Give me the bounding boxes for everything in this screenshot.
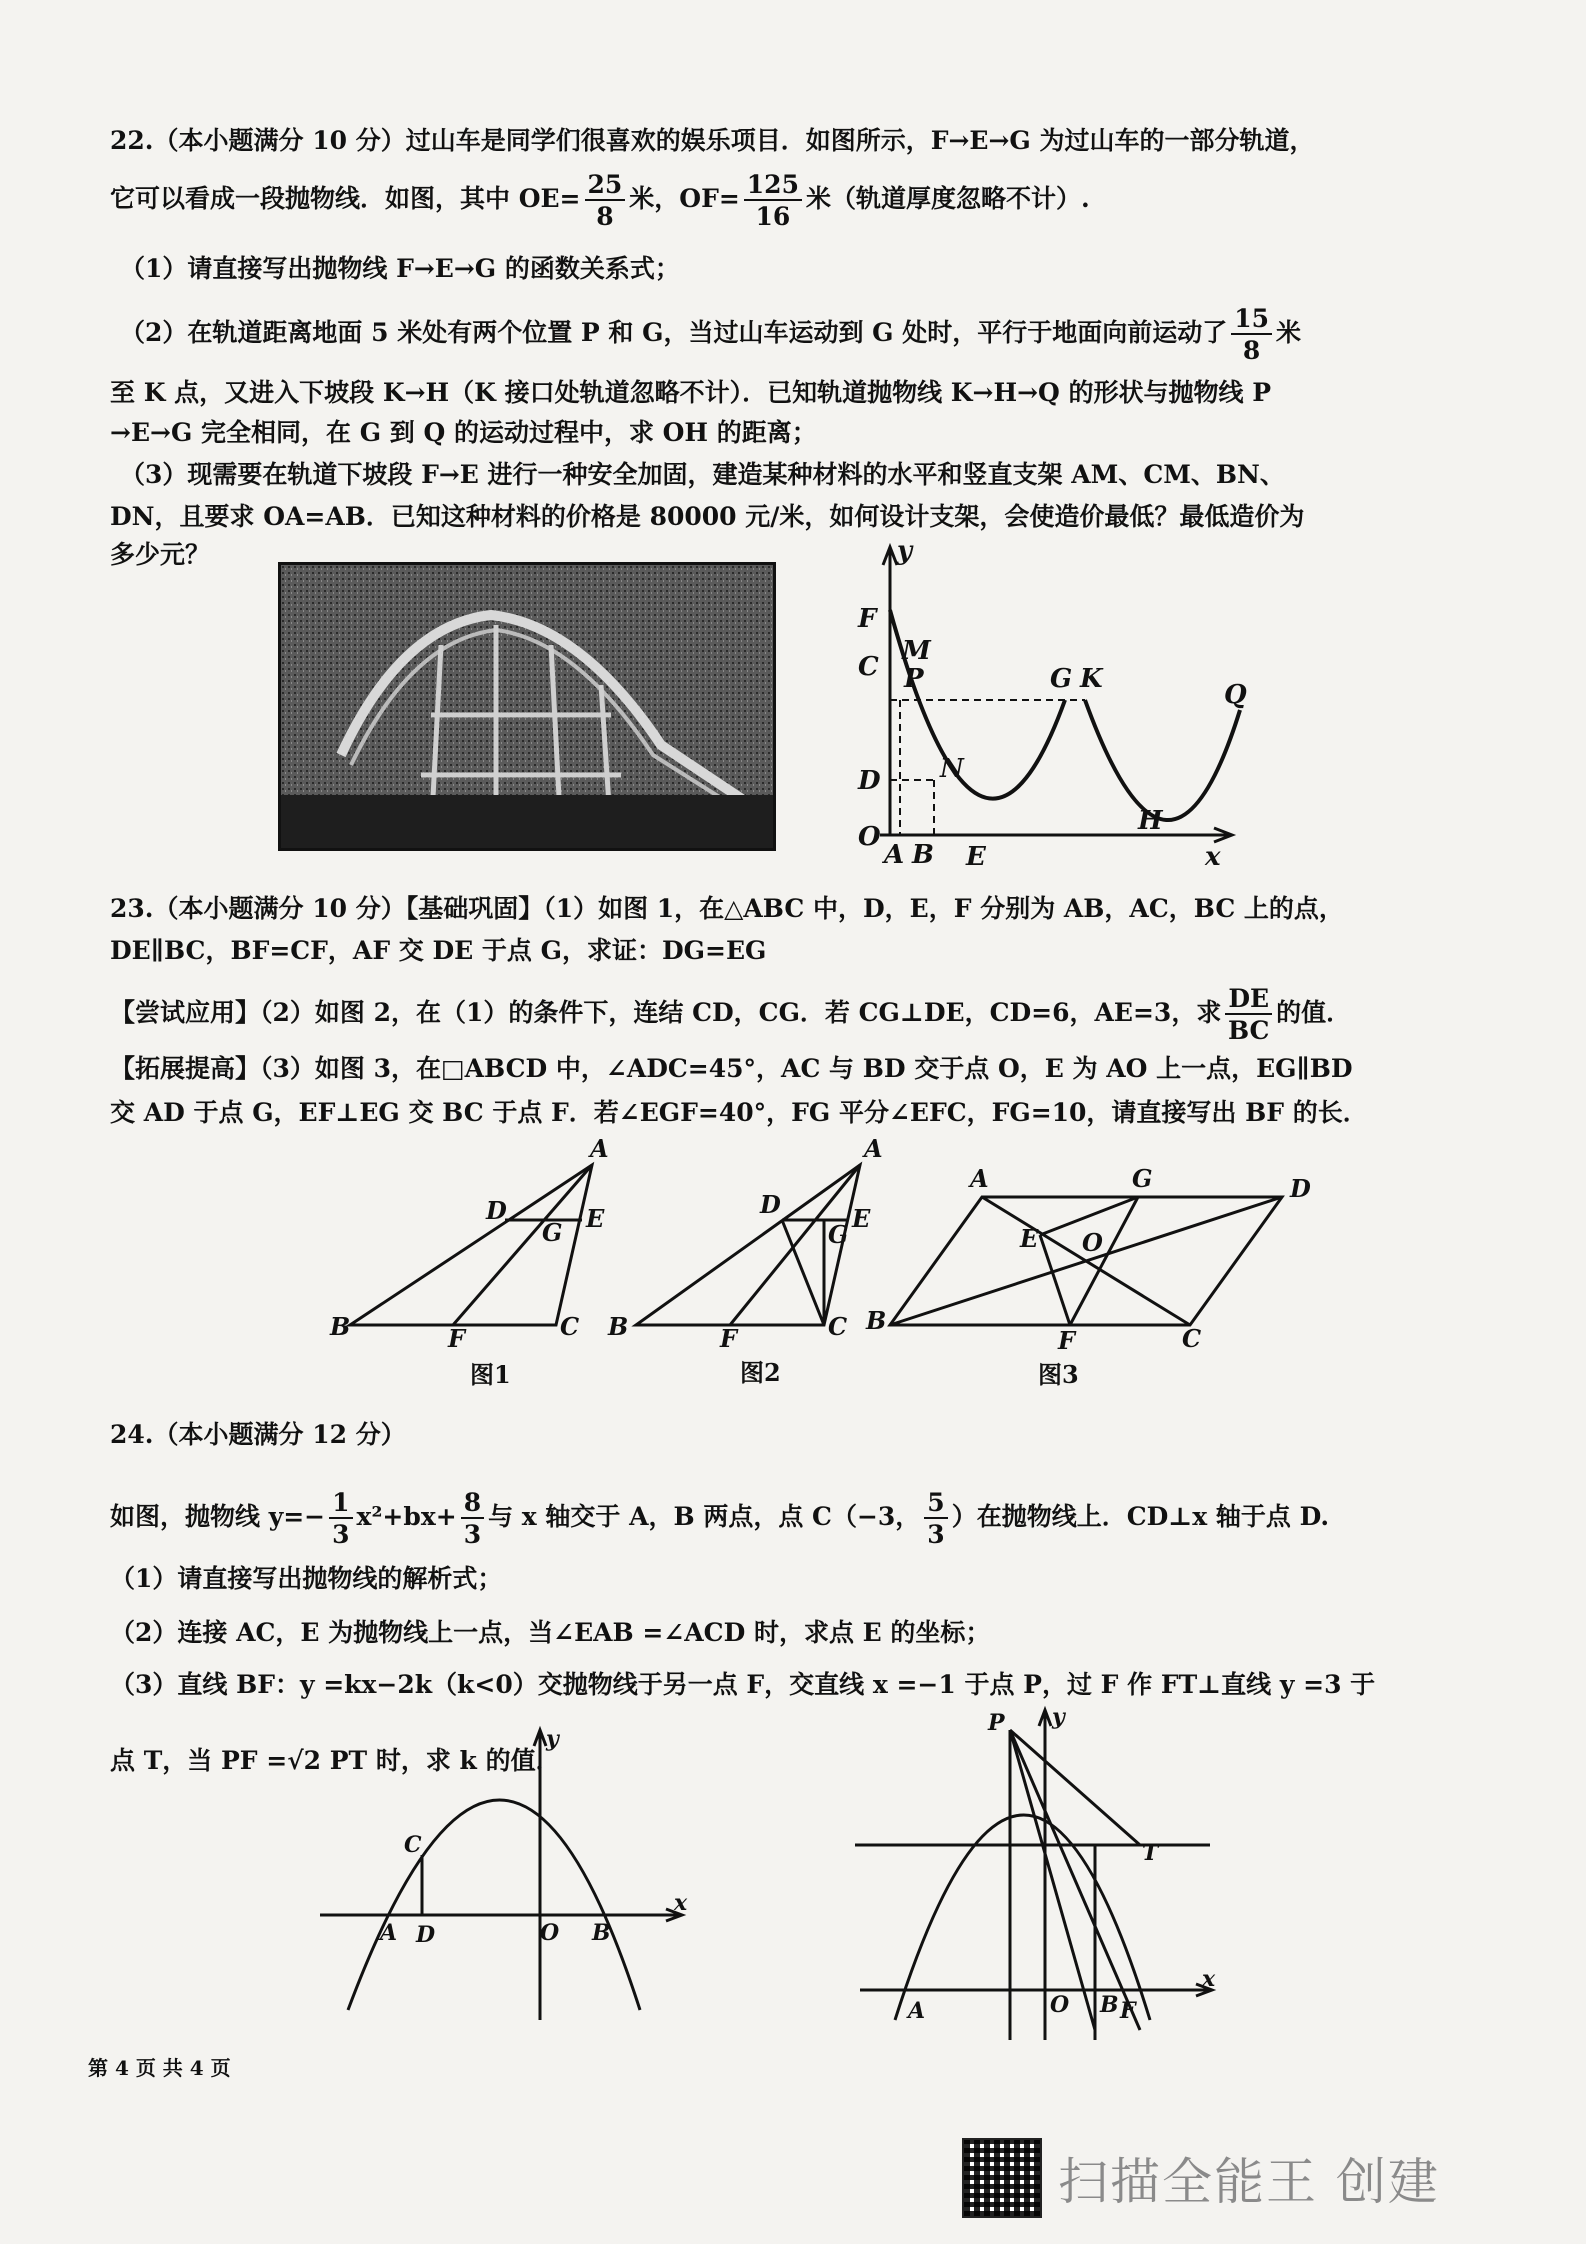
q23-line-1: 23.（本小题满分 10 分）【基础巩固】（1）如图 1，在△ABC 中，D，E，F 分别为 AB，AC，BC 上的点，	[110, 894, 1344, 923]
fraction-a: $\frac{1}{3}$	[329, 1490, 352, 1547]
fig3-B: B	[866, 1306, 887, 1335]
fig2-F: F	[720, 1324, 738, 1353]
q24-line-3: （2）连接 AC，E 为抛物线上一点，当∠EAB =∠ACD 时，求点 E 的坐标；	[110, 1618, 991, 1647]
q22-line-5: 至 K 点，又进入下坡段 K→H（K 接口处轨道忽略不计）．已知轨道抛物线 K→H→Q 的形状与抛物线 P	[110, 378, 1272, 407]
fig3-D: D	[1290, 1174, 1311, 1203]
q22-parabola-graph	[840, 535, 1260, 875]
g1-A: A	[380, 1920, 398, 1946]
q22-line-4: （2）在轨道距离地面 5 米处有两个位置 P 和 G，当过山车运动到 G 处时，平行于地面向前运动了 $\frac{15}{8}$ 米	[120, 304, 1302, 365]
q24-line-2: （1）请直接写出抛物线的解析式；	[110, 1564, 503, 1593]
fraction-oe: $\frac{25}{8}$	[585, 172, 626, 229]
point-P-label: P	[904, 664, 924, 694]
q24-line-4: （3）直线 BF：y =kx−2k（k<0）交抛物线于另一点 F，交直线 x =−1 于点 P，过 F 作 FT⊥直线 y =3 于	[110, 1670, 1376, 1699]
q22-line-3: （1）请直接写出抛物线 F→E→G 的函数关系式；	[120, 254, 680, 283]
fig2-A: A	[864, 1135, 883, 1163]
point-A-label: A	[884, 840, 905, 870]
point-M-label: M	[902, 636, 931, 666]
point-D-label: D	[858, 766, 881, 796]
g1-D: D	[416, 1922, 436, 1948]
q24-line-5: 点 T，当 PF =√2 PT 时，求 k 的值．	[110, 1746, 561, 1775]
point-G-label: G	[1050, 664, 1073, 694]
fig1-A: A	[590, 1135, 609, 1163]
q23-line-4: 【拓展提高】（3）如图 3，在□ABCD 中，∠ADC=45°，AC 与 BD 交于点 O，E 为 AO 上一点，EG∥BD	[110, 1054, 1353, 1083]
q23-line-3: 【尝试应用】（2）如图 2，在（1）的条件下，连结 CD，CG．若 CG⊥DE，CD=6，AE=3，求 $\frac{DE}{BC}$ 的值．	[110, 984, 1352, 1045]
fraction-cy: $\frac{5}{3}$	[924, 1490, 947, 1547]
g1-O: O	[540, 1920, 560, 1946]
g2-A: A	[908, 1998, 926, 2024]
fig3-G: G	[1132, 1164, 1153, 1193]
g2-T: T	[1142, 1840, 1159, 1866]
fig1-E: E	[586, 1204, 605, 1233]
fig2-D: D	[760, 1190, 781, 1219]
q24-graph-2	[850, 1700, 1230, 2050]
point-E-label: E	[966, 842, 986, 872]
g1-x: x	[674, 1890, 688, 1916]
fig2-C: C	[828, 1312, 848, 1341]
fig2-B: B	[608, 1312, 629, 1341]
scanner-watermark	[962, 2138, 1440, 2218]
q22-line-9: 多少元？	[110, 540, 211, 569]
g2-P: P	[988, 1710, 1005, 1736]
fig1-B: B	[330, 1312, 351, 1341]
point-Q-label: Q	[1224, 680, 1247, 710]
fig2-E: E	[852, 1204, 871, 1233]
q22-line-6: →E→G 完全相同，在 G 到 Q 的运动过程中，求 OH 的距离；	[110, 418, 817, 447]
roller-coaster-photo	[278, 562, 776, 851]
g2-O: O	[1050, 1992, 1070, 2018]
q23-line-5: 交 AD 于点 G，EF⊥EG 交 BC 于点 F．若∠EGF=40°，FG 平分∠EFC，FG=10，请直接写出 BF 的长．	[110, 1098, 1368, 1127]
fig3-O: O	[1082, 1228, 1103, 1257]
q24-graph-1	[310, 1720, 700, 2030]
fig1-D: D	[486, 1196, 507, 1225]
q23-figures	[320, 1135, 1340, 1395]
q22-line-1: 22.（本小题满分 10 分）过山车是同学们很喜欢的娱乐项目．如图所示，F→E→G 为过山车的一部分轨道，	[110, 126, 1315, 155]
fig1-G: G	[542, 1218, 563, 1247]
g1-C: C	[404, 1832, 422, 1858]
page-footer: 第 4 页 共 4 页	[88, 2056, 231, 2080]
axis-x-label: x	[1205, 842, 1221, 872]
q22-line-7: （3）现需要在轨道下坡段 F→E 进行一种安全加固，建造某种材料的水平和竖直支架 AM、CM、BN、	[120, 460, 1285, 489]
q24-line-1: 如图，抛物线 y=− $\frac{1}{3}$ x²+bx+ $\frac{8}{3}$ 与 x 轴交于 A，B 两点，点 C（−3， $\frac{5}{3}$ ）在抛物线上．CD⊥x 轴于点 D.	[110, 1488, 1330, 1549]
fraction-gk: $\frac{15}{8}$	[1231, 306, 1272, 363]
fraction-of: $\frac{125}{16}$	[744, 172, 802, 229]
fig3-F: F	[1058, 1326, 1076, 1355]
point-F-label: F	[858, 604, 877, 634]
point-B-label: B	[912, 840, 934, 870]
fig1-F: F	[448, 1324, 466, 1353]
point-H-label: H	[1138, 806, 1163, 836]
point-K-label: K	[1080, 664, 1103, 694]
g2-B: B	[1100, 1992, 1119, 2018]
q24-title: 24.（本小题满分 12 分）	[110, 1420, 406, 1449]
qr-code-icon	[962, 2138, 1042, 2218]
g1-B: B	[592, 1920, 611, 1946]
g2-F: F	[1120, 1998, 1136, 2024]
q22-line-2: 它可以看成一段抛物线．如图，其中 OE= $\frac{25}{8}$ 米，OF= $\frac{125}{16}$ 米（轨道厚度忽略不计）.	[110, 170, 1090, 231]
fig1-C: C	[560, 1312, 580, 1341]
fraction-de-bc: $\frac{DE}{BC}$	[1225, 986, 1272, 1043]
g2-x: x	[1202, 1966, 1216, 1992]
fig2-caption: 图2	[740, 1358, 781, 1387]
fig3-A: A	[970, 1164, 989, 1193]
g2-y: y	[1052, 1704, 1065, 1730]
g1-y: y	[546, 1726, 559, 1752]
fig3-E: E	[1020, 1224, 1039, 1253]
fig3-C: C	[1182, 1324, 1202, 1353]
point-N-label: N	[940, 754, 964, 784]
point-O-label: O	[858, 822, 881, 852]
fig3-caption: 图3	[1038, 1360, 1079, 1389]
fraction-c: $\frac{8}{3}$	[461, 1490, 484, 1547]
q23-line-2: DE∥BC，BF=CF，AF 交 DE 于点 G，求证：DG=EG	[110, 936, 767, 965]
fig1-caption: 图1	[470, 1360, 511, 1389]
axis-y-label: y	[897, 536, 913, 566]
fig2-G: G	[828, 1220, 849, 1249]
q22-line-8: DN，且要求 OA=AB．已知这种材料的价格是 80000 元/米，如何设计支架，会使造价最低？最低造价为	[110, 502, 1305, 531]
watermark-text: 扫描全能王 创建	[1058, 2153, 1440, 2211]
point-C-label: C	[858, 652, 879, 682]
